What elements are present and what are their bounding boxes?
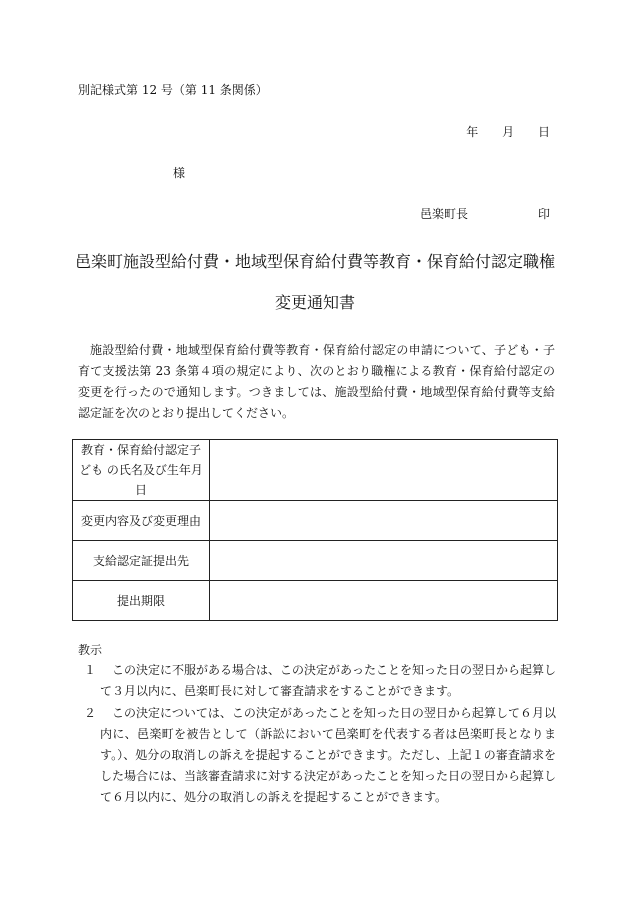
date-year: 年 [466,125,479,139]
submission-deadline-value [210,581,558,621]
addressee-suffix: 様 [173,166,186,180]
notice-item-text: この決定に不服がある場合は、この決定があったことを知った日の翌日から起算して３月以内に、邑楽町長に対して審査請求をすることができます。 [100,663,556,698]
submission-destination-value [210,541,558,581]
change-detail-label: 変更内容及び変更理由 [73,501,210,541]
notice-item [84,660,556,702]
document-title-line1: 邑楽町施設型給付費・地域型保育給付費等教育・保育給付認定職権 [74,252,555,271]
issuer [420,205,550,222]
child-name-label: 教育・保育給付認定子ども の氏名及び生年月日 [73,440,210,501]
seal-mark: 印 [538,207,551,221]
date-month: 月 [502,125,515,139]
table-row [73,541,558,581]
notice-item-number: ２ [84,706,97,720]
date-day: 日 [537,125,550,139]
notice-item-number: １ [84,663,97,677]
table-row [73,581,558,621]
notification-table [72,439,558,621]
table-row [73,501,558,541]
form-number: 別記様式第 12 号（第 11 条関係） [78,83,268,97]
submission-destination-label: 支給認定証提出先 [73,541,210,581]
body-paragraph: 施設型給付費・地域型保育給付費等教育・保育給付認定の申請について、子ども・子育て支援法第 23 条第４項の規定により、次のとおり職権による教育・保育給付認定の変更を行ったので通知します。つきましては、施設型給付費・地域型保育給付費等支給認定証を次のとおり提出してください。 [78,343,555,420]
date-line [446,123,550,140]
notice-item [84,703,556,808]
table-row [73,440,558,501]
issuer-name: 邑楽町長 [420,207,469,221]
change-detail-value [210,501,558,541]
child-name-value [210,440,558,501]
submission-deadline-label: 提出期限 [73,581,210,621]
notice-item-text: この決定については、この決定があったことを知った日の翌日から起算して６月以内に、邑楽町を被告として（訴訟において邑楽町を代表する者は邑楽町長となります。）、処分の取消しの訴えを提起することができます。ただし、上記１の審査請求をした場合には、当該審査請求に対する決定があったことを知った日の翌日から起算して６月以内に、処分の取消しの訴えを提起することができます。 [100,706,556,804]
document-title-line2: 変更通知書 [274,293,355,312]
notice-heading: 教示 [78,643,103,657]
